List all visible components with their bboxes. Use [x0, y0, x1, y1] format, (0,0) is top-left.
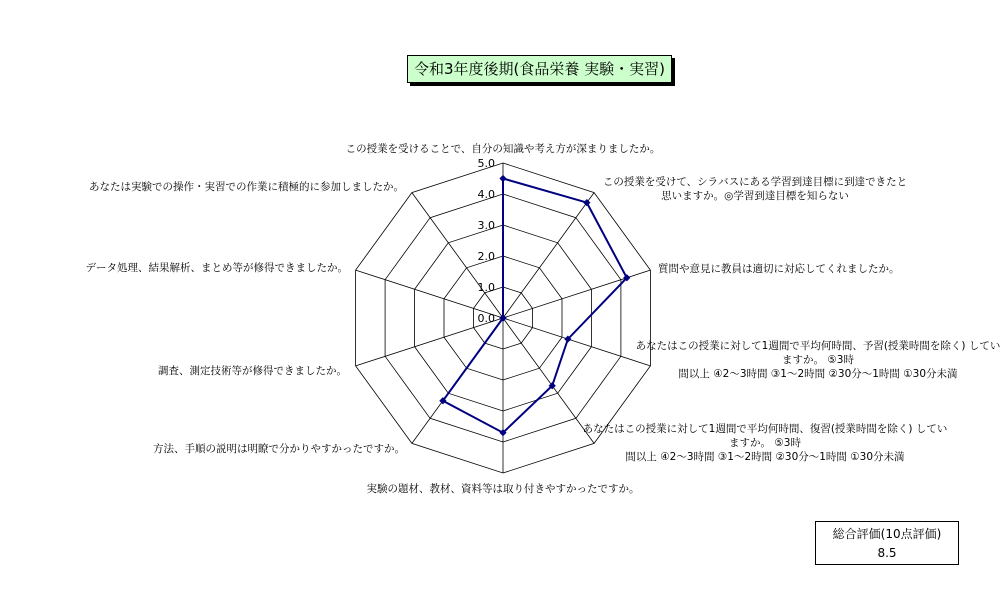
- tick-label: 3.0: [477, 219, 495, 232]
- tick-label: 5.0: [477, 157, 495, 170]
- chart-title: 令和3年度後期(食品栄養 実験・実習): [407, 55, 672, 83]
- axis-label-line: 質問や意見に教員は適切に対応してくれましたか。: [658, 263, 900, 275]
- radar-axis-labels: [86, 142, 1000, 495]
- axis-label-line: あなたはこの授業に対して1週間で平均何時間、予習(授業時間を除く) してい: [635, 340, 1000, 352]
- axis-label-line: 調査、測定技術等が修得できましたか。: [158, 365, 347, 377]
- data-point: [499, 175, 506, 182]
- axis-label: [153, 442, 405, 455]
- axis-label-line: 思いますか。◎学習到達目標を知らない: [661, 190, 849, 202]
- axis-label: [658, 262, 900, 275]
- axis-label-line: この授業を受けて、シラバスにある学習到達目標に到達できたと: [602, 176, 908, 188]
- grid-spoke: [356, 318, 503, 366]
- axis-label-line: データ処理、結果解析、まとめ等が修得できましたか。: [85, 262, 348, 274]
- grid-spoke: [503, 193, 594, 318]
- axis-label: [158, 364, 347, 377]
- series-line: [443, 179, 627, 433]
- radar-series: [439, 175, 630, 436]
- axis-label: [583, 422, 948, 463]
- data-point: [583, 199, 590, 206]
- tick-label: 4.0: [477, 188, 495, 201]
- axis-label-line: 間以上 ④2～3時間 ③1～2時間 ②30分～1時間 ①30分未満: [678, 368, 958, 380]
- axis-label: [636, 339, 1000, 380]
- overall-score-label: 総合評価(10点評価): [832, 527, 942, 541]
- axis-label-line: ますか。 ⑤3時: [729, 437, 801, 449]
- axis-label-line: 間以上 ④2～3時間 ③1～2時間 ②30分～1時間 ①30分未満: [625, 451, 905, 463]
- tick-label: 0.0: [477, 312, 495, 325]
- grid-spoke: [503, 318, 594, 443]
- axis-label: [367, 482, 640, 495]
- grid-spoke: [503, 318, 650, 366]
- overall-score-value: 8.5: [877, 546, 897, 560]
- axis-label-line: あなたは実験での操作・実習での作業に積極的に参加しましたか。: [89, 181, 404, 193]
- axis-label-line: あなたはこの授業に対して1週間で平均何時間、復習(授業時間を除く) してい: [582, 423, 948, 435]
- axis-label-line: この授業を受けることで、自分の知識や考え方が深まりましたか。: [345, 143, 661, 155]
- axis-label-line: ますか。 ⑤3時: [782, 354, 854, 366]
- axis-label-line: 実験の題材、教材、資料等は取り付きやすかったですか。: [366, 483, 640, 495]
- overall-score-box: [815, 521, 959, 565]
- axis-label: [603, 175, 907, 202]
- axis-label: [346, 142, 661, 155]
- axis-label: [86, 261, 349, 274]
- axis-label: [89, 180, 404, 193]
- grid-spoke: [356, 270, 503, 318]
- axis-label-line: 方法、手順の説明は明瞭で分かりやすかったですか。: [153, 443, 405, 455]
- tick-label: 1.0: [477, 281, 495, 294]
- tick-label: 2.0: [477, 250, 495, 263]
